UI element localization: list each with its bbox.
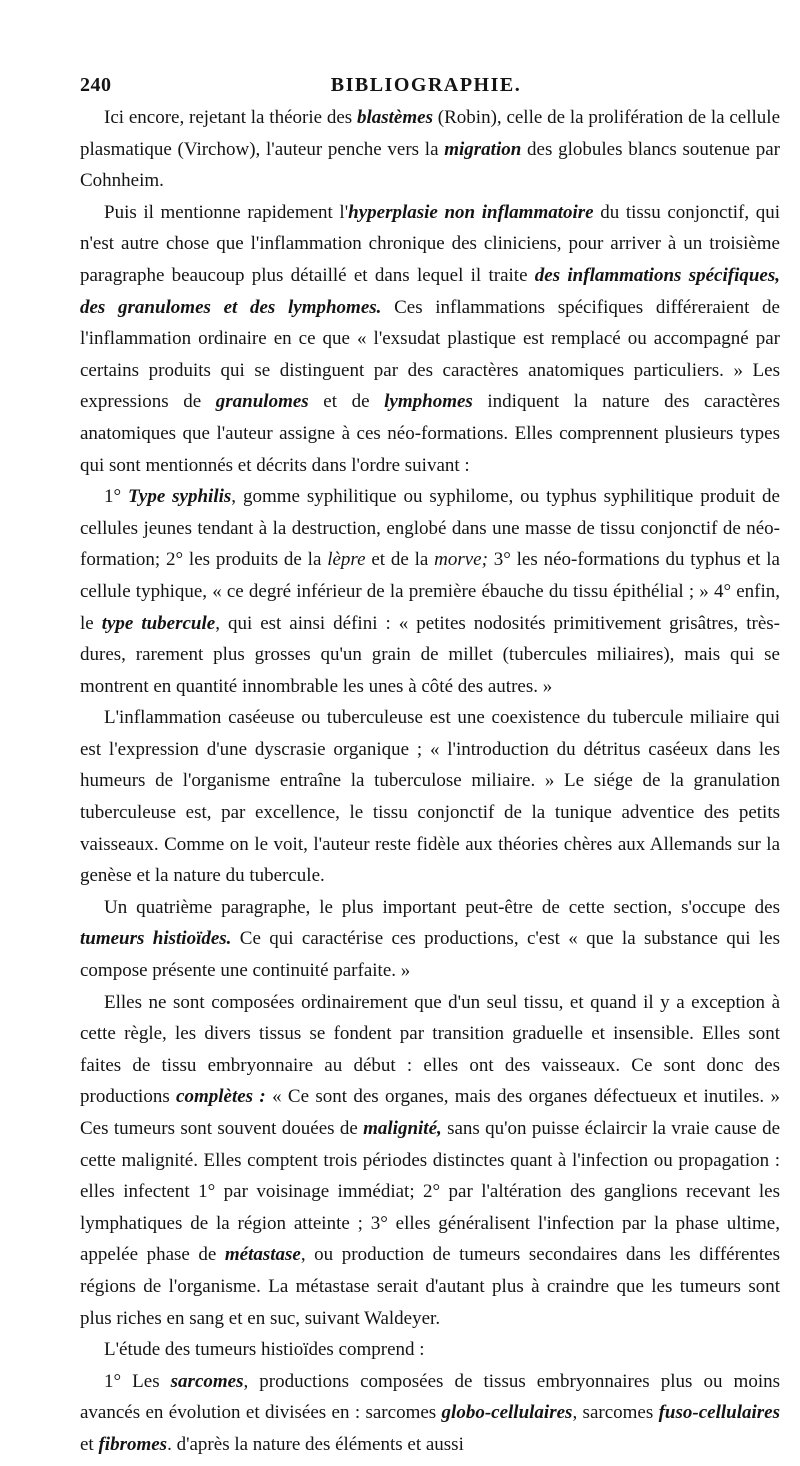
text-run: Ces inflammations spécifiques différeraient de l'inflammation ordinaire en ce que « l'exsudat plastique est remplacé ou accompagné par certains produits qui se distinguent par des caractères anatomiques particuliers. » Les expressions de xyxy=(80,296,780,413)
text-run: L'inflammation caséeuse ou tuberculeuse est une coexistence du tubercule miliaire qui est l'expression d'une dyscrasie organique ; « l'introduction du détritus caséeux dans les humeurs de l'organisme entraîne la tuberculose miliaire. » Le siége de la granulation tuberculeuse est, par excellence, le tissu conjonctif de la tunique adventice des petits vaisseaux. Comme on le voit, l'auteur reste fidèle aux théories chères aux Allemands sur la genèse et la nature du tubercule. xyxy=(80,707,780,887)
text-run: Elles ne sont composées ordinairement que d'un seul tissu, et quand il y a exception à cette règle, les divers tissus se fondent par transition graduelle et insensible. Elles sont faites de tissu embryonnaire au début : elles ont des vaisseaux. Ce sont donc des productions xyxy=(80,991,780,1108)
paragraph-1 xyxy=(80,102,780,197)
emphasis: tumeurs histioïdes. xyxy=(80,928,232,950)
emphasis: complètes : xyxy=(176,1086,266,1108)
text-run: . d'après la nature des éléments et aussi xyxy=(167,1433,464,1455)
emphasis: Type syphilis xyxy=(128,486,232,508)
paragraph-7 xyxy=(80,1334,780,1366)
italic-term: morve; xyxy=(434,549,488,571)
text-run: , sarcomes xyxy=(572,1402,659,1424)
emphasis: métastase xyxy=(224,1244,301,1266)
emphasis: des inflammations spécifiques, des granulomes et des lymphomes. xyxy=(80,264,780,318)
paragraph-8 xyxy=(80,1366,780,1461)
text-run: , productions composées de tissus embryonnaires plus ou moins avancés en évolution et divisées en : sarcomes xyxy=(80,1370,781,1424)
text-run: , qui est ainsi défini : « petites nodosités primitivement grisâtres, très-dures, rarement plus grosses qu'un grain de millet (tubercules miliaires), mais qui se montrent en quantité innombrable les unes à côté des autres. » xyxy=(80,612,781,697)
emphasis: type tubercule xyxy=(101,612,216,634)
text-run: « Ce sont des organes, mais des organes défectueux et inutiles. » Ces tumeurs sont souvent douées de xyxy=(80,1086,780,1139)
text-run: L'étude des tumeurs histioïdes comprend : xyxy=(104,1339,425,1361)
paragraph-5 xyxy=(80,892,780,987)
text-run: et de xyxy=(308,391,385,413)
page-header xyxy=(72,66,780,102)
emphasis: lymphomes xyxy=(384,391,473,413)
running-title: BIBLIOGRAPHIE. xyxy=(330,74,522,96)
text-run: 3° les néo-formations du typhus et la cellule typhique, « ce degré inférieur de la première ébauche du tissu épithélial ; » 4° enfin, le xyxy=(80,549,780,634)
emphasis: blastèmes xyxy=(356,107,433,128)
paragraph-3 xyxy=(80,481,780,702)
emphasis: granulomes xyxy=(215,391,309,413)
emphasis: malignité, xyxy=(363,1118,442,1139)
text-run: du tissu conjonctif, qui n'est autre chose que l'inflammation chronique des cliniciens, pour arriver à un troisième paragraphe beaucoup plus détaillé et dans lequel il traite xyxy=(80,201,780,286)
text-run: (Robin), celle de la prolifération de la cellule plasmatique (Virchow), l'auteur penche vers la xyxy=(80,107,780,160)
emphasis: fibromes xyxy=(98,1433,168,1455)
italic-term: lèpre xyxy=(327,549,366,571)
emphasis: hyperplasie non inflammatoire xyxy=(348,201,594,223)
paragraph-2 xyxy=(80,197,780,481)
text-run: indiquent la nature des caractères anatomiques que l'auteur assigne à ces néo-formations. Elles comprennent plusieurs types qui sont mentionnés et décrits dans l'ordre suivant : xyxy=(80,391,780,476)
body-text xyxy=(72,102,780,1461)
page-number: 240 xyxy=(80,74,112,96)
emphasis: migration xyxy=(444,138,522,160)
paragraph-4 xyxy=(80,702,780,892)
text-run: Puis il mentionne rapidement l' xyxy=(104,201,349,223)
emphasis: globo-cellulaires xyxy=(441,1402,573,1424)
text-run: 1° Les xyxy=(104,1370,171,1392)
text-run: sans qu'on puisse éclaircir la vraie cause de cette malignité. Elles comptent trois périodes distinctes quant à l'infection ou propagation : elles infectent 1° par voisinage immédiat; 2° par l'altération des ganglions recevant les lymphatiques de la région atteinte ; 3° elles généralisent l'infection par la phase ultime, appelée phase de xyxy=(80,1118,780,1266)
text-run: et xyxy=(80,1433,99,1455)
text-run: Ici encore, rejetant la théorie des xyxy=(104,107,357,128)
text-run: Un quatrième paragraphe, le plus important peut-être de cette section, s'occupe des xyxy=(104,896,780,918)
text-run: , ou production de tumeurs secondaires dans les différentes régions de l'organisme. La métastase serait d'autant plus à craindre que les tumeurs sont plus riches en sang et en suc, suivant Waldeyer. xyxy=(80,1244,780,1329)
paragraph-6 xyxy=(80,987,780,1335)
emphasis: fuso-cellulaires xyxy=(658,1402,780,1424)
text-run: 1° xyxy=(104,486,128,508)
book-page xyxy=(72,66,780,1461)
text-run: , gomme syphilitique ou syphilome, ou typhus syphilitique produit de cellules jeunes tendant à la destruction, englobé dans une masse de tissu conjonctif de néo-formation; 2° les produits de la xyxy=(80,486,780,571)
text-run: des globules blancs soutenue par Cohnheim. xyxy=(80,138,780,192)
emphasis: sarcomes xyxy=(170,1370,244,1392)
text-run: et de la xyxy=(365,549,435,571)
text-run: Ce qui caractérise ces productions, c'est « que la substance qui les compose présente une continuité parfaite. » xyxy=(80,928,780,982)
